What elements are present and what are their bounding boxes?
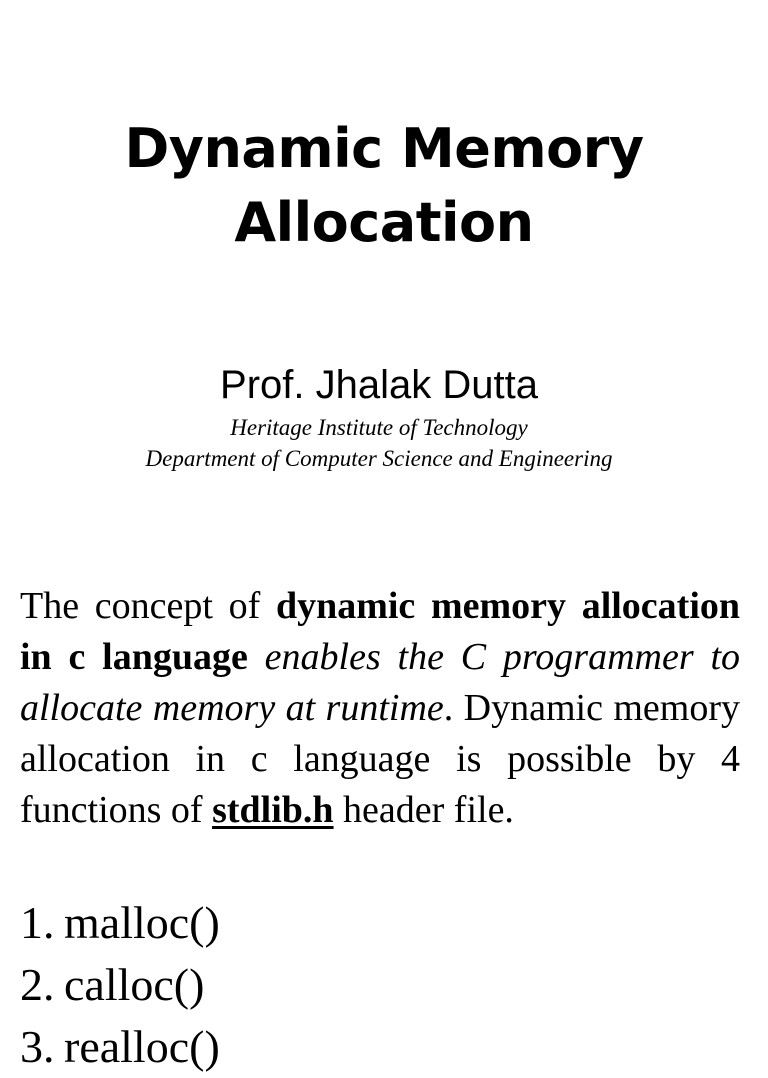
department-name: Department of Computer Science and Engineering xyxy=(145,446,613,471)
paragraph-rest: . Dynamic memory allocation in c language is possible by 4 functions of xyxy=(20,687,740,831)
list-item xyxy=(20,954,220,1016)
paragraph-italic-phrase: enables the C programmer to allocate memory at runtime xyxy=(20,636,740,729)
title-line-1: Dynamic Memory xyxy=(124,117,644,180)
title-line-2: Allocation xyxy=(234,191,534,254)
institute-name: Heritage Institute of Technology xyxy=(230,415,528,440)
paragraph-word-the: The xyxy=(20,585,80,627)
list-item-function: malloc() xyxy=(64,897,220,948)
author-name: Prof. Jhalak Dutta xyxy=(220,363,538,407)
intro-paragraph xyxy=(20,581,740,836)
list-item-number: 3. xyxy=(20,1021,55,1072)
paragraph-bold-phrase: dynamic memory allocation in c language xyxy=(20,585,741,678)
list-item-function: realloc() xyxy=(64,1021,220,1072)
list-item-function: calloc() xyxy=(64,959,205,1010)
list-item-number: 1. xyxy=(20,897,55,948)
function-list xyxy=(20,892,220,1078)
paragraph-tail: header file. xyxy=(343,789,514,831)
page-title xyxy=(0,112,768,260)
paragraph-word-of: of xyxy=(228,585,261,627)
list-item-number: 2. xyxy=(20,959,55,1010)
paragraph-word-concept: concept xyxy=(94,585,213,627)
list-item xyxy=(20,1016,220,1078)
header-file-name: stdlib.h xyxy=(212,789,334,831)
list-item xyxy=(20,892,220,954)
